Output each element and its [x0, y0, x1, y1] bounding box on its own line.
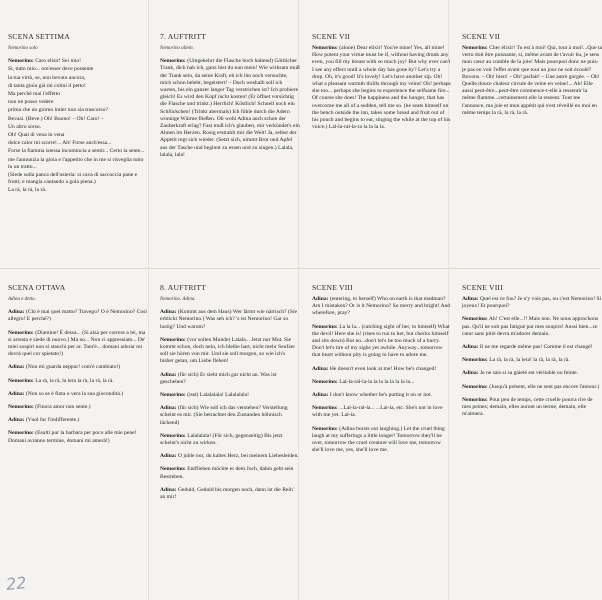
speaker-name: Adina:	[462, 296, 479, 302]
dialogue-line	[8, 66, 148, 73]
speaker-name: Nemorino:	[160, 336, 186, 343]
dialogue-line	[312, 366, 452, 373]
line-text: Cher élixir! Tu est à moi! Qui, tout à moi!...Que ta vertu doit être puissante, si, même avant de t'avoir bu, je sens mon cœur au comble de la joie! Mais pourquoi donc ne puis-je pas en voir l'effet avant que tout un jour ne soit écoulé? Buvons. – Oh! bien! – Oh! parfait! – Une autre gorgée. – Oh! Quelle douce chaleur circule de veine en veine!... Ah! Elle aussi peut-être...peut-être commence-t-elle à ressentir la même flamme...certainement elle la ressent. Tout me l'annonce, ma joie et mon appétit qui s'est réveillé en moi en même temps la rà, la rà, la rà.	[462, 45, 602, 116]
speaker-name: Nemorino:	[462, 316, 488, 323]
scene-title: SCENE VII	[312, 32, 351, 41]
dialogue-line	[312, 45, 452, 131]
speaker-name: Adina:	[312, 296, 329, 302]
line-text: (Umgekehrt die Flasche hoch haltend) Göttlicher Trank, dich hab ich, ganz bist du nun mein! Wie wirksam muß der Trank sein, da seine Kraft, eh ich ihn noch versuchte, mich schon belebt, begeistert! – Doch weshalb soll ich warten, bis ein ganzer langer Tag verstrichen ist? Ich probiere gleich! Es wird den Kopf nicht kosten! (Er öffnet vorsichtig die Flasche und trinkt.) Herrlich! Köstlich! Schnell noch ein Schlückchen! (Trinkt abermals) Ich fühle durch die Adern wonnige Wärme fließen. Ob wohl Adina auch schon der Zauberkraft erlag? Fast muß ich's glauben, mir verkündet's ein Ahnen im Herzen. Rosig erstrahlt mir die Welt! Ja, selbst der Appetit regt sich wieder. (Setzt sich, nimmt Brot und Apfel aus der Tasche und beginnt zu essen und zu singen.) Lalala, lalala, lala!	[160, 58, 302, 158]
bottom-column-4	[462, 283, 602, 419]
speaker-name: Nemorino:	[462, 357, 488, 364]
dialogue-line	[8, 99, 148, 106]
dialogue-line	[462, 344, 602, 351]
dialogue-line	[8, 417, 148, 424]
speaker-name: Nemorino:	[160, 392, 186, 399]
line-text: (alone) Dear elixir! You're mine! Yes, all mine! How potent your virtue must be if, without having drunk any even, you fill my breast with so much joy! But why ever can't I see any effect until a whole day has gone by? Let's try a drop. Oh, it's good! It's lovely! Let's have another sip. Oh! what a pleasant warmth thrills through my veins! Oh! perhaps she too... perhaps she begins to experience the selfsame fire... Of course she does! The happiness and the hunger, that has overcome me all of a sudden, tell me so. (he seats himself on the bench outside the inn, takes some bread and fruit out of his pouch and begins to eat, singing the while at the top of his voice.) Lal-la-ral-la-ra la la la la.	[312, 45, 453, 131]
speaker-name: Adina:	[160, 453, 177, 460]
dialogue-line	[8, 378, 148, 385]
dialogue-line	[462, 397, 602, 419]
line-text: Pour peu de temps, cette cruelle pourra rire de mes peines; demain, elles auront un terme, demain, elle m'aimera.	[462, 396, 594, 418]
top-column-2	[160, 32, 300, 160]
line-text: (Diamine! È dessa... (Si alza per correre a lei, ma si arresta e siede di nuovo.) Ma no... Non ci appressiam... De' miei sospiri non si stanchi per or. Tant'è... domani adorar mi dovrà quel cor spietato!)	[8, 329, 147, 358]
speaker-name: Nemorino:	[462, 45, 488, 51]
line-text: Lal-la-ral-la-la la la la la la la la...	[339, 378, 415, 385]
speaker-name: Nemorino:	[160, 58, 186, 65]
scene-subtitle: Nemorino allein.	[160, 46, 194, 51]
speaker-name: Nemorino:	[8, 58, 34, 65]
dialogue-line	[312, 296, 452, 318]
dialogue-line	[312, 324, 452, 360]
bottom-column-1	[8, 283, 148, 446]
scene-subtitle: Nemorino. Adina.	[160, 297, 196, 302]
horizontal-divider	[0, 268, 600, 269]
scene-subtitle: Adina e detto.	[8, 297, 36, 302]
line-text: (Esulti pur la barbara per poco alle mie pene! Domani avranno termine, domani mi amerà!)	[8, 430, 138, 444]
speaker-name: Nemorino:	[462, 396, 488, 403]
top-column-3	[312, 32, 452, 132]
line-text: Je ne sais si sa gaieté est véritable ou feinte.	[479, 370, 579, 377]
line-text: La rà, la rà, la lera! la rà, la rà, la rà.	[489, 357, 570, 364]
speaker-name: Nemorino:	[312, 405, 338, 412]
dialogue-line	[8, 148, 148, 155]
scene-title: SCENE VII	[462, 32, 501, 41]
speaker-name: Nemorino:	[8, 377, 34, 384]
dialogue-line	[160, 466, 300, 480]
line-text: Il ne me regarde même pas! Comme il est changé!	[479, 344, 593, 351]
dialogue-line	[160, 372, 300, 386]
scene-title: 7. AUFTRITT	[160, 32, 207, 41]
dialogue-line	[462, 316, 602, 338]
line-text: prima che un giorno intier non sia trascorso?	[8, 107, 108, 114]
dialogue-line	[160, 405, 300, 427]
dialogue-line	[8, 91, 148, 98]
speaker-name: Nemorino:	[8, 404, 34, 411]
dialogue-line	[8, 430, 148, 444]
dialogue-line	[8, 330, 148, 359]
page-number: 22	[5, 572, 28, 595]
dialogue-line	[8, 187, 148, 194]
dialogue-line	[160, 433, 300, 447]
line-text: Oh! Qual di vena in vena	[8, 132, 65, 139]
line-text: di tanta gioia già mi colmi il petto!	[8, 82, 86, 89]
dialogue-line	[8, 132, 148, 139]
dialogue-line	[160, 309, 300, 331]
top-column-1	[8, 32, 148, 196]
line-text: (Vuol far l'indifferente.)	[25, 417, 80, 424]
bottom-column-3	[312, 283, 452, 455]
speaker-name: Adina:	[160, 371, 177, 378]
speaker-name: Adina:	[462, 370, 479, 377]
line-text: (Jusqu'à présent, elle ne sent pas encore l'amour.)	[489, 383, 600, 390]
dialogue-line	[8, 309, 148, 323]
speaker-name: Adina:	[8, 309, 25, 316]
line-text: Geduld, Geduld bis morgen noch, dann ist die Reih' an mir!	[160, 486, 296, 501]
scene-title: SCENA SETTIMA	[8, 32, 70, 41]
dialogue-line	[160, 58, 300, 159]
dialogue-line	[8, 140, 148, 147]
line-text: non ne posso vedere	[8, 99, 54, 106]
line-text: (für sich) Er sieht mich gar nicht an. Was ist geschehen?	[160, 371, 278, 385]
line-text: ...Lal-la-ral-la... ...Lal-la, etc. She's not in love with me yet. Lal-la.	[312, 405, 444, 419]
scene-title: 8. AUFTRITT	[160, 283, 207, 292]
dialogue-line	[8, 404, 148, 411]
speaker-name: Adina:	[8, 390, 25, 397]
line-text: (Kommt aus dem Haus) Wer lärmt wie närrisch? (Sie erblickt Nemorino.) Was seh ich? 's ist Nemorino! Gar so lustig? Und warum?	[160, 309, 299, 330]
speaker-name: Adina:	[160, 486, 177, 493]
line-text: (Finora amor non sente.)	[35, 404, 91, 411]
dialogue-line	[312, 426, 452, 455]
speaker-name: Nemorino:	[160, 432, 186, 439]
line-text: Bevasi. (Beve.) Oh! Buono! – Oh! Caro! –	[8, 115, 104, 122]
dialogue-line	[8, 124, 148, 131]
line-text: (Non mi guarda neppur! com'è cambiato!)	[25, 364, 121, 371]
line-text: (Chi è mai quel matto? Travego? O è Nemorino? Così allegro! E perché?)	[8, 309, 149, 323]
dialogue-line	[8, 116, 148, 123]
dialogue-line	[462, 384, 602, 391]
line-text: Ma perché mai l'effetto	[8, 91, 61, 98]
speaker-name: Nemorino:	[312, 323, 338, 330]
dialogue-line	[8, 107, 148, 114]
speaker-name: Nemorino:	[8, 329, 34, 336]
dialogue-line	[462, 357, 602, 364]
speaker-name: Nemorino:	[462, 383, 488, 390]
dialogue-line	[462, 370, 602, 377]
dialogue-line	[462, 296, 602, 310]
line-text: Ah! C'est elle...!! Mais non. Ne nous approchons pas. Qu'il ne soit pas fatigué par mes soupirs! Aussi bien...ce cœur sans pitié devra m'adorer demain.	[462, 316, 600, 337]
speaker-name: Adina:	[312, 365, 329, 372]
speaker-name: Adina:	[160, 405, 177, 412]
speaker-name: Nemorino:	[312, 425, 338, 432]
dialogue-line	[8, 364, 148, 371]
line-text: la tua virtù, se, non bevuto ancora,	[8, 74, 86, 81]
line-text: He doesn't even look at me! How he's changed!	[329, 365, 437, 372]
dialogue-line	[312, 392, 452, 399]
dialogue-line	[312, 379, 452, 386]
line-text: Entfliehen möchte er dem Joch, dahin geht sein Bestreben.	[160, 466, 295, 480]
speaker-name: Nemorino:	[312, 45, 338, 51]
dialogue-line	[8, 58, 148, 65]
line-text: La rà, la rà, la rà.	[8, 187, 47, 194]
scene-title: SCENA OTTAVA	[8, 283, 66, 292]
speaker-name: Nemorino:	[8, 430, 34, 437]
speaker-name: Adina:	[312, 392, 329, 399]
scene-title: SCENE VIII	[312, 283, 353, 292]
dialogue-line	[160, 337, 300, 366]
column-divider	[148, 0, 149, 600]
speaker-name: Nemorino:	[312, 378, 338, 385]
line-text: (Non so se è finta o vera la sua giocondità.)	[25, 390, 124, 397]
top-column-4	[462, 32, 602, 118]
speaker-name: Adina:	[8, 417, 25, 424]
line-text: me l'annunzia la gioia e l'appetito che in me si risveglia tutto in un tratto...	[8, 156, 145, 170]
line-text: Forse la fiamma istessa incomincia a sentir... Certo la sente...	[8, 148, 145, 155]
line-text: Caro elisir! Sei mio!	[35, 58, 82, 65]
dialogue-line	[8, 172, 148, 186]
speaker-name: Nemorino:	[160, 466, 186, 473]
dialogue-line	[8, 157, 148, 171]
dialogue-line	[8, 83, 148, 90]
line-text: La la la... (catching sight of her, to himself) What the devil! Here she is! (rises to run to her, but checks himself and sits down) But no...don't let's be too much of a hurry. Don't let's tire of my sighs yet awhile. Anyway...tomorrow that heart without pity is going to have to adore me.	[312, 323, 452, 359]
dialogue-line	[8, 391, 148, 398]
bottom-column-2	[160, 283, 300, 502]
line-text: (Siede sulla panca dell'osteria: si cava di saccoccia pane e frutti; e mangia cantando a gola piena.)	[8, 172, 139, 186]
line-text: I don't know whether he's putting it on or not.	[329, 392, 432, 399]
line-text: Lalalalala! (Für sich, gegenseitig) Bis jetzt scheint's nicht zu wirken.	[160, 432, 284, 447]
line-text: (entering, to herself) Who on earth is that madman? Am I mistaken? Or is it Nemorino? So merry and bright! And wherefore, pray?	[312, 296, 452, 317]
line-text: (Adina bursts out laughing.) Let the cruel thing laugh at my sufferings a little longer! Tomorrow they'll be over, tomorrow the cruel creature will love me, tomorrow she'll love me, yes, she'll love me.	[312, 425, 447, 454]
line-text: dolce calor mi scorre!... Ah! Forse anch'essa...	[8, 140, 112, 147]
dialogue-line	[160, 453, 300, 460]
scene-subtitle: Nemorino solo	[8, 46, 38, 51]
speaker-name: Adina:	[462, 344, 479, 351]
line-text: (für sich) Wie soll ich das verstehen? Verstellung scheint es mir. (Sie betrachtet den Zustanden höhnisch lächend)	[160, 405, 289, 426]
line-text: O juble nur, du kaltes Herz, bei meinem Liebesleiden.	[177, 453, 299, 460]
scene-title: SCENE VIII	[462, 283, 503, 292]
line-text: Quel est ce fou? Je n'y vois pas, ou c'est Nemorino! Si joyeux! Et pourquoi?	[462, 296, 602, 310]
speaker-name: Adina:	[8, 364, 25, 371]
dialogue-line	[8, 75, 148, 82]
line-text: (vor sollen Munde) Lalala... Jetzt nur Mut. Sie kommt schon, doch nein, ich bleibe hart, nicht mehr Seufzer soll sie hören von mir. Und sie soll morgen, so wie ich's bisher getan, um Liebe flehen!	[160, 336, 297, 365]
line-text: La rà, la rà, la lera la rà, la rà, la rà.	[35, 377, 114, 384]
speaker-name: Adina:	[160, 309, 177, 316]
line-text: Un altro sorso.	[8, 123, 42, 130]
line-text: (isst) Lalalalala! Lalalalala!	[187, 392, 250, 399]
dialogue-line	[462, 45, 602, 117]
dialogue-line	[312, 405, 452, 419]
dialogue-line	[160, 392, 300, 399]
dialogue-line	[160, 487, 300, 501]
line-text: Sì, tutto mio... om'esser deve possente	[8, 66, 94, 73]
